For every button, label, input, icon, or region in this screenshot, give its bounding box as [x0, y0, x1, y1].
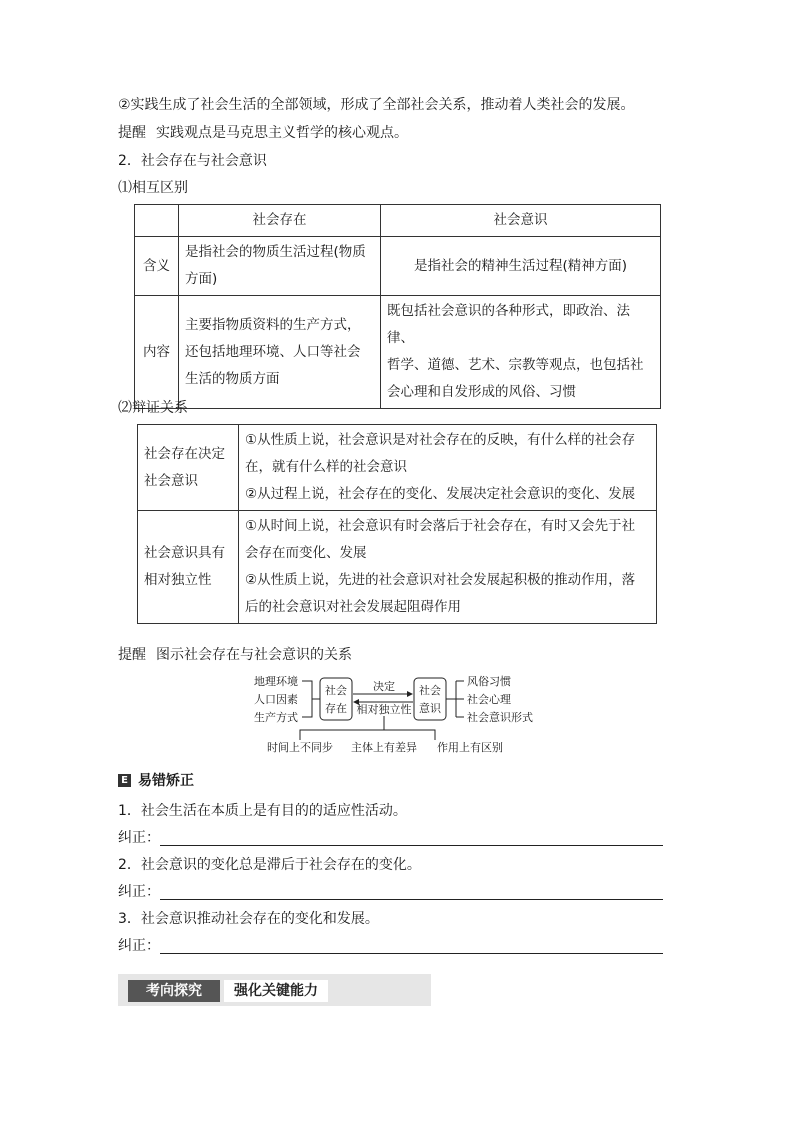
- table2-row2-content: [239, 511, 657, 624]
- error-correction-icon: E: [118, 774, 131, 787]
- existence-box-line-2: 存在: [325, 702, 347, 715]
- banner-subtitle: 强化关键能力: [224, 980, 328, 1002]
- answer-blank-1[interactable]: [160, 845, 663, 846]
- answer-blank-3[interactable]: [160, 953, 663, 954]
- cell-line: 社会意识具有: [144, 545, 225, 561]
- cell-line: 还包括地理环境、人口等社会: [185, 343, 361, 360]
- tip-2: [118, 645, 352, 665]
- consciousness-box-line-1: 社会: [419, 684, 441, 697]
- table2-row1-content: [239, 425, 657, 511]
- correction-line-2: [118, 881, 663, 903]
- correction-line-3: [118, 935, 663, 957]
- cell-line: 会心理和自发形成的风俗、习惯: [387, 384, 576, 400]
- cell-line: ①从性质上说，社会意识是对社会存在的反映，有什么样的社会存: [245, 432, 636, 448]
- cell-line: 会存在而变化、发展: [245, 545, 367, 561]
- cell-line: 社会存在决定: [144, 445, 225, 462]
- existence-box-line-1: 社会: [325, 684, 347, 697]
- right-item-forms: 社会意识形式: [467, 711, 533, 724]
- subheading-dialectic: ⑵辩证关系: [118, 400, 188, 416]
- tip-2-text: 图示社会存在与社会意识的关系: [156, 647, 352, 663]
- table2-row1-label: [138, 425, 239, 511]
- cell-line: 哲学、道德、艺术、宗教等观点，也包括社: [387, 357, 644, 373]
- left-item-production: 生产方式: [254, 711, 298, 724]
- relationship-diagram: [250, 672, 550, 758]
- right-bracket: [446, 681, 464, 717]
- error-item-3: 3．社会意识推动社会存在的变化和发展。: [118, 911, 379, 927]
- bottom-item-time: 时间上不同步: [267, 741, 333, 754]
- section-heading-2: 2．社会存在与社会意识: [118, 153, 267, 169]
- answer-blank-2[interactable]: [160, 899, 663, 900]
- table1-row-label-content: 内容: [135, 296, 179, 409]
- error-item-1: 1．社会生活在本质上是有目的的适应性活动。: [118, 803, 407, 819]
- table2-row2-label: [138, 511, 239, 624]
- cell-line: 后的社会意识对社会发展起阻碍作用: [245, 599, 461, 615]
- cell-line: ②从过程上说，社会存在的变化、发展决定社会意识的变化、发展: [245, 486, 636, 502]
- tip-1: [118, 123, 408, 143]
- cell-line: 方面): [185, 271, 218, 287]
- right-item-psychology: 社会心理: [467, 693, 511, 706]
- difference-table: [134, 204, 661, 409]
- cell-line: 主要指物质资料的生产方式，: [185, 316, 361, 333]
- bottom-bracket: [300, 730, 435, 740]
- cell-line: ①从时间上说，社会意识有时会落后于社会存在，有时又会先于社: [245, 518, 636, 534]
- subheading-difference: ⑴相互区别: [118, 180, 188, 196]
- table1-header-existence: 社会存在: [179, 205, 381, 237]
- right-item-customs: 风俗习惯: [467, 675, 511, 688]
- table1-header-consciousness: 社会意识: [381, 205, 661, 237]
- table1-row-label-meaning: 含义: [135, 237, 179, 296]
- consciousness-box-line-2: 意识: [419, 702, 441, 715]
- correction-label: 纠正：: [118, 884, 160, 900]
- cell-line: 是指社会的物质生活过程(物质: [185, 244, 366, 260]
- left-bracket: [302, 681, 320, 717]
- tip-2-label: 提醒: [118, 647, 146, 663]
- tip-1-text: 实践观点是马克思主义哲学的核心观点。: [156, 125, 408, 141]
- correction-line-1: [118, 827, 663, 849]
- bottom-item-effect: 作用上有区别: [437, 741, 503, 754]
- dialectic-table: [137, 424, 657, 624]
- table1-meaning-existence: [179, 237, 381, 296]
- table1-meaning-consciousness: 是指社会的精神生活过程(精神方面): [381, 237, 661, 296]
- tip-1-label: 提醒: [118, 125, 146, 141]
- error-item-2: 2．社会意识的变化总是滞后于社会存在的变化。: [118, 857, 421, 873]
- cell-line: 在，就有什么样的社会意识: [245, 459, 407, 475]
- correction-label: 纠正：: [118, 938, 160, 954]
- section-banner: [118, 974, 431, 1006]
- error-correction-title: 易错矫正: [138, 773, 194, 789]
- table1-content-existence: [179, 296, 381, 409]
- cell-line: 相对独立性: [144, 572, 212, 588]
- table1-content-consciousness: [381, 296, 661, 409]
- determine-label: 决定: [373, 680, 395, 693]
- cell-line: 社会意识: [144, 472, 198, 489]
- cell-line: ②从性质上说，先进的社会意识对社会发展起积极的推动作用，落: [245, 572, 636, 588]
- cell-line: 生活的物质方面: [185, 370, 280, 387]
- left-item-population: 人口因素: [254, 693, 298, 706]
- left-item-geography: 地理环境: [254, 675, 298, 688]
- banner-title: 考向探究: [128, 980, 220, 1002]
- intro-line-1: ②实践生成了社会生活的全部领域，形成了全部社会关系，推动着人类社会的发展。: [118, 97, 635, 113]
- bottom-item-subject: 主体上有差异: [351, 741, 417, 754]
- table1-header-empty: [135, 205, 179, 237]
- cell-line: 既包括社会意识的各种形式，即政治、法律、: [387, 303, 630, 346]
- independence-label: 相对独立性: [356, 703, 412, 716]
- correction-label: 纠正：: [118, 830, 160, 846]
